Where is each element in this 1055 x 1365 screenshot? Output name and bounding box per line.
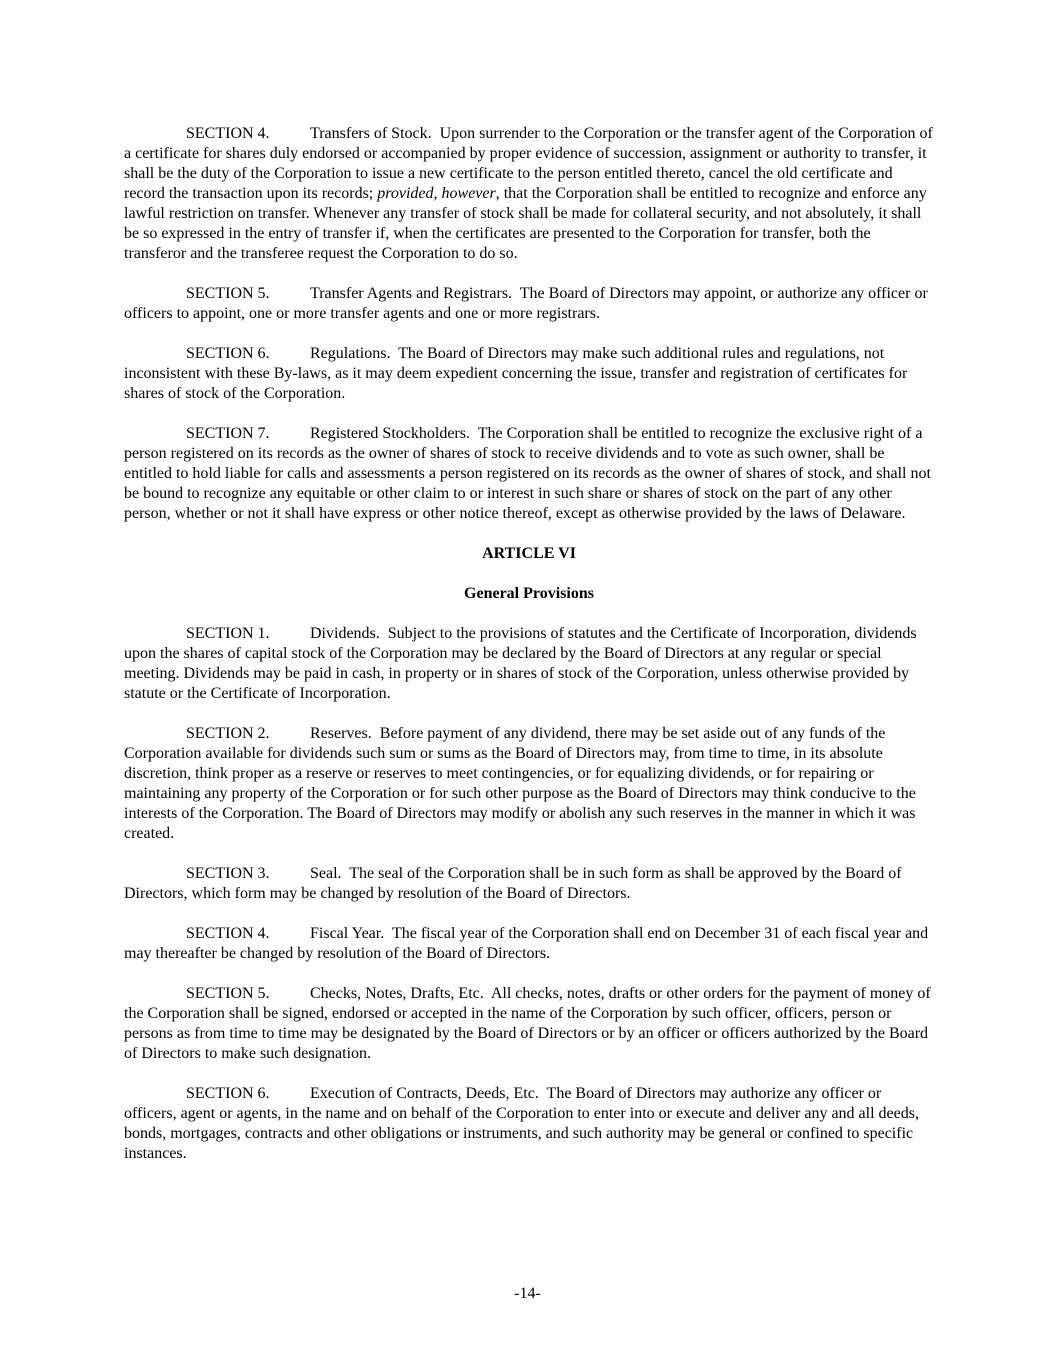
section-paragraph [124, 284, 934, 324]
section-text: The Board of Directors may authorize any officer or officers, agent or agents, in the name and on behalf of the Corporation to enter into or execute and deliver any and all deeds, bonds, mortgages, contracts and other obligations or instruments, and such authority may be general or confined to specific instances. [124, 1085, 919, 1162]
section-paragraph [124, 924, 934, 964]
section-paragraph [124, 624, 934, 704]
document-page [124, 124, 934, 1184]
section-title: Fiscal Year. [310, 925, 385, 942]
section-paragraph [124, 724, 934, 844]
section-title: Regulations. [310, 345, 391, 362]
section-paragraph [124, 344, 934, 404]
article-heading: ARTICLE VI [482, 545, 576, 562]
section-paragraph [124, 984, 934, 1064]
section-title: Transfers of Stock. [310, 125, 432, 142]
section-text-italic: provided, however [377, 185, 496, 202]
section-text: All checks, notes, drafts or other orders for the payment of money of the Corporation shall be signed, endorsed or accepted in the name of the Corporation by such officer, officers, person or persons as from time to time may be designated by the Board of Directors or by an officer or officers authorized by the Board of Directors to make such designation. [124, 985, 931, 1062]
section-paragraph [124, 424, 934, 524]
article-subheading: General Provisions [464, 585, 594, 602]
section-text: The Board of Directors may make such additional rules and regulations, not inconsistent with these By-laws, as it may deem expedient concerning the issue, transfer and registration of certificates for shares of stock of the Corporation. [124, 345, 908, 402]
section-title: Reserves. [310, 725, 372, 742]
section-number: SECTION 6. [186, 1085, 270, 1102]
section-text: The Board of Directors may appoint, or authorize any officer or officers to appoint, one or more transfer agents and one or more registrars. [124, 285, 928, 322]
section-text: The fiscal year of the Corporation shall end on December 31 of each fiscal year and may thereafter be changed by resolution of the Board of Directors. [124, 925, 929, 962]
section-number: SECTION 3. [186, 865, 270, 882]
section-title: Registered Stockholders. [310, 425, 470, 442]
section-text: The seal of the Corporation shall be in such form as shall be approved by the Board of Directors, which form may be changed by resolution of the Board of Directors. [124, 865, 902, 902]
section-title: Execution of Contracts, Deeds, Etc. [310, 1085, 539, 1102]
section-number: SECTION 1. [186, 625, 270, 642]
section-text: Before payment of any dividend, there may be set aside out of any funds of the Corporation available for dividends such sum or sums as the Board of Directors may, from time to time, in its absolute discretion, think proper as a reserve or reserves to meet contingencies, or for equalizing dividends, or for repairing or maintaining any property of the Corporation or for such other purpose as the Board of Directors may think conducive to the interests of the Corporation. The Board of Directors may modify or abolish any such reserves in the manner in which it was created. [124, 725, 916, 842]
section-title: Seal. [310, 865, 342, 882]
section-number: SECTION 4. [186, 925, 270, 942]
section-number: SECTION 5. [186, 285, 270, 302]
section-number: SECTION 2. [186, 725, 270, 742]
section-paragraph [124, 124, 934, 264]
section-text: , that the Corporation shall be entitled to recognize and enforce any lawful restriction on transfer. Whenever any transfer of stock shall be made for collateral security, and not absolutely, it shall be so expressed in the entry of transfer if, when the certificates are presented to the Corporation for transfer, both the transferor and the transferee request the Corporation to do so. [124, 185, 927, 262]
section-title: Dividends. [310, 625, 380, 642]
section-number: SECTION 5. [186, 985, 270, 1002]
section-text: The Corporation shall be entitled to recognize the exclusive right of a person registered on its records as the owner of shares of stock to receive dividends and to vote as such owner, shall be entitled to hold liable for calls and assessments a person registered on its records as the owner of shares of stock, and shall not be bound to recognize any equitable or other claim to or interest in such share or shares of stock on the part of any other person, whether or not it shall have express or other notice thereof, except as otherwise provided by the laws of Delaware. [124, 425, 931, 522]
page-number: -14- [514, 1285, 541, 1302]
section-paragraph [124, 1084, 934, 1164]
section-number: SECTION 6. [186, 345, 270, 362]
section-paragraph [124, 864, 934, 904]
section-title: Checks, Notes, Drafts, Etc. [310, 985, 484, 1002]
section-title: Transfer Agents and Registrars. [310, 285, 513, 302]
section-number: SECTION 7. [186, 425, 270, 442]
section-text: Upon surrender to the Corporation or the transfer agent of the Corporation of a certificate for shares duly endorsed or accompanied by proper evidence of succession, assignment or authority to transfer, it shall be the duty of the Corporation to issue a new certificate to the person entitled thereto, cancel the old certificate and record the transaction upon its records; [124, 125, 933, 202]
section-number: SECTION 4. [186, 125, 270, 142]
section-text: Subject to the provisions of statutes and the Certificate of Incorporation, dividends upon the shares of capital stock of the Corporation may be declared by the Board of Directors at any regular or special meeting. Dividends may be paid in cash, in property or in shares of stock of the Corporation, unless otherwise provided by statute or the Certificate of Incorporation. [124, 625, 917, 702]
